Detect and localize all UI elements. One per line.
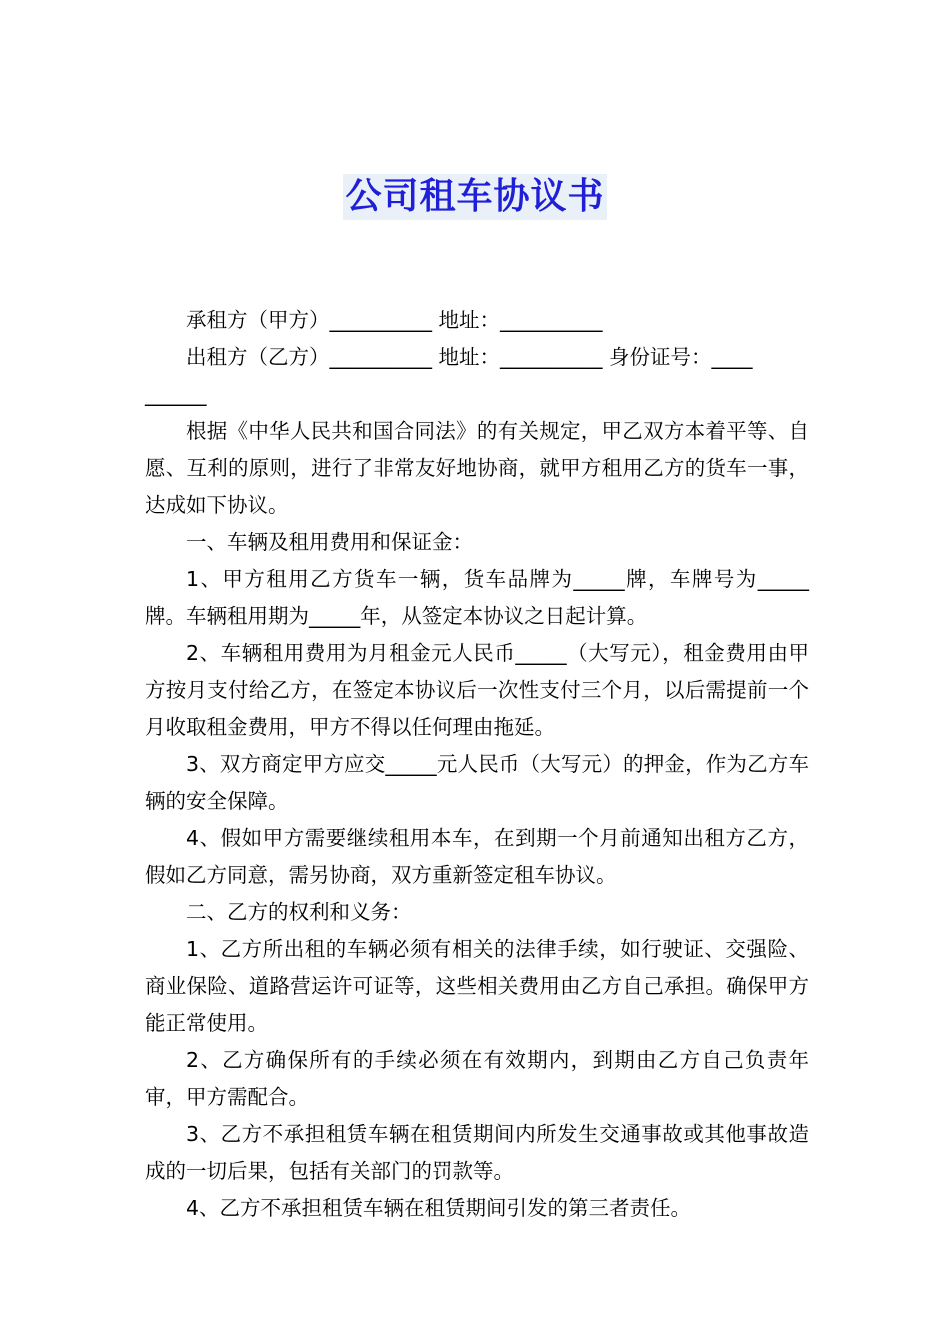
clause-2-2: 2、乙方确保所有的手续必须在有效期内，到期由乙方自己负责年审，甲方需配合。	[145, 1048, 809, 1109]
title-container	[0, 174, 950, 220]
clause-2-3: 3、乙方不承担租赁车辆在租赁期间内所发生交通事故或其他事故造成的一切后果，包括有关部门的罚款等。	[145, 1122, 809, 1183]
clause-2-1: 1、乙方所出租的车辆必须有相关的法律手续，如行驶证、交强险、商业保险、道路营运许可证等，这些相关费用由乙方自己承担。确保甲方能正常使用。	[145, 937, 809, 1035]
paragraph-lessor: 出租方（乙方）__________ 地址：__________ 身份证号：____	[186, 345, 753, 369]
paragraph-lessee: 承租方（甲方）__________ 地址：__________	[186, 308, 603, 332]
paragraph-lessor-continuation: ______	[145, 382, 207, 406]
clause-1-4: 4、假如甲方需要继续租用本车，在到期一个月前通知出租方乙方，假如乙方同意，需另协商，双方重新签定租车协议。	[145, 826, 809, 887]
section-heading-lessor-rights: 二、乙方的权利和义务：	[186, 900, 412, 924]
clause-1-2: 2、车辆租用费用为月租金元人民币_____（大写元），租金费用由甲方按月支付给乙方，在签定本协议后一次性支付三个月，以后需提前一个月收取租金费用，甲方不得以任何理由拖延。	[145, 641, 809, 739]
document-title: 公司租车协议书	[343, 174, 606, 220]
clause-1-1: 1、甲方租用乙方货车一辆，货车品牌为_____牌，车牌号为_____牌。车辆租用期为_____年，从签定本协议之日起计算。	[145, 567, 809, 628]
paragraph-preamble: 根据《中华人民共和国合同法》的有关规定，甲乙双方本着平等、自愿、互利的原则，进行了非常友好地协商，就甲方租用乙方的货车一事，达成如下协议。	[145, 419, 809, 517]
clause-1-3: 3、双方商定甲方应交_____元人民币（大写元）的押金，作为乙方车辆的安全保障。	[145, 752, 809, 813]
document-body	[145, 302, 809, 1227]
clause-2-4: 4、乙方不承担租赁车辆在租赁期间引发的第三者责任。	[186, 1196, 692, 1220]
section-heading-vehicle-fees: 一、车辆及租用费用和保证金：	[186, 530, 473, 554]
